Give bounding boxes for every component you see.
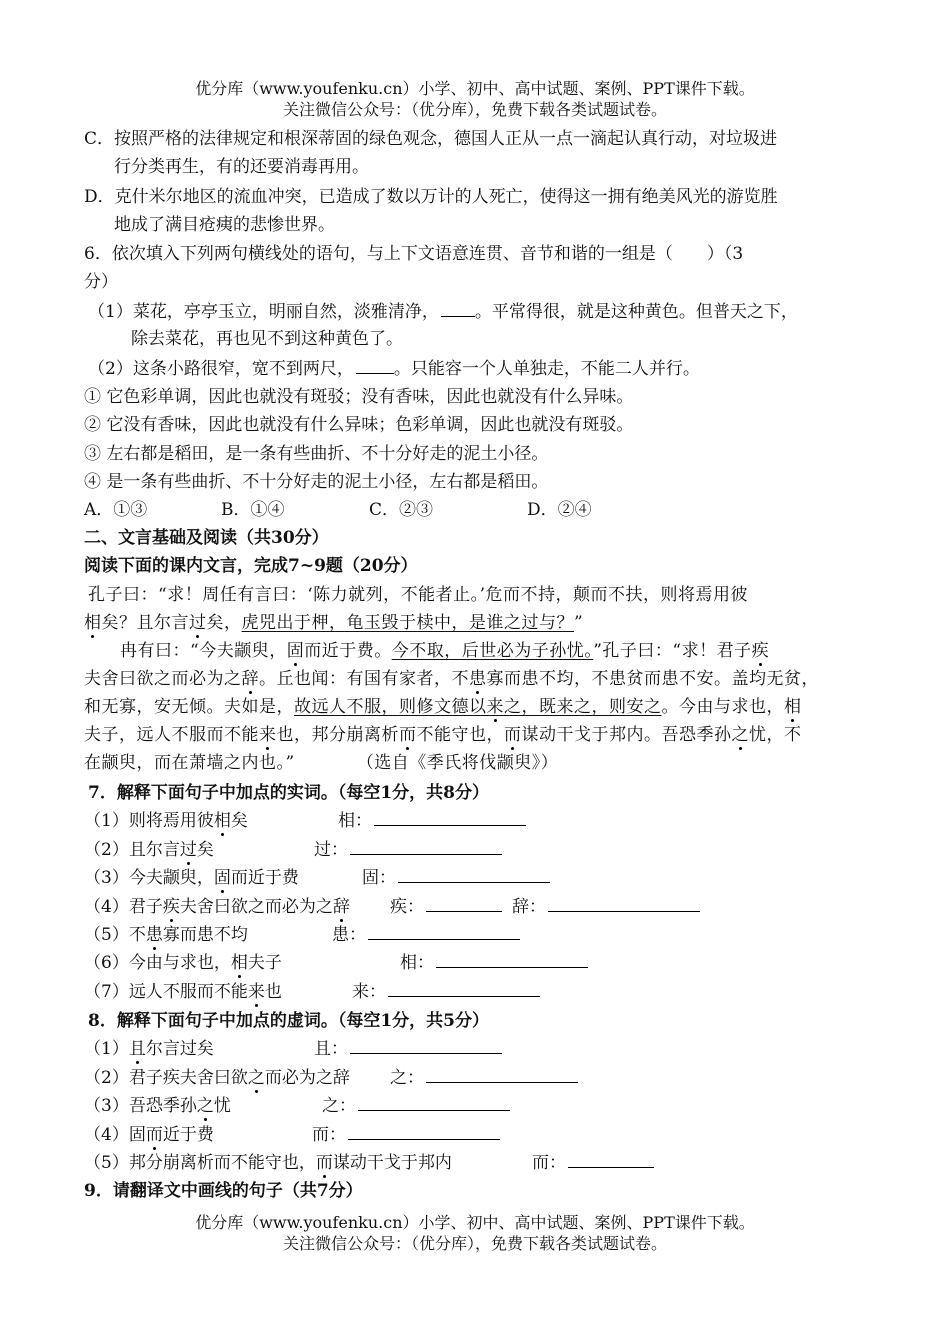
q8-3-text: 忧 — [213, 1096, 231, 1116]
dotted-char: 之 — [731, 725, 749, 745]
passage-line-4 — [84, 666, 819, 692]
q7-2-text: 矣 — [196, 840, 214, 860]
q6-stem-line2: 分） — [84, 272, 118, 292]
dotted-char: 之 — [196, 1096, 214, 1116]
passage-text: 矣， — [206, 613, 242, 633]
q6-sentence-2 — [88, 355, 700, 382]
dotted-char: 辞 — [241, 669, 259, 689]
q8-1-text: （1） — [84, 1039, 129, 1059]
dotted-char: 辞 — [332, 897, 350, 917]
q7-item-1 — [84, 807, 526, 834]
q8-4-answer-blank[interactable] — [348, 1121, 500, 1140]
q7-4-text: 夫舍曰欲之而必为之 — [179, 897, 333, 917]
q7-4-label-2: 辞： — [512, 897, 546, 917]
q8-1-text: 尔言过矣 — [145, 1039, 214, 1059]
q7-item-5 — [84, 921, 520, 948]
q7-4-answer-blank-1[interactable] — [426, 893, 502, 912]
q6-choice-c: C．②③ — [369, 500, 434, 520]
q8-2-label: 之： — [390, 1068, 424, 1088]
dotted-char: 相 — [213, 811, 231, 831]
dotted-char: 固 — [213, 868, 231, 888]
q6-choice-d: D．②④ — [527, 500, 592, 520]
q6-choice-b: B．①④ — [221, 500, 285, 520]
q8-1-answer-blank[interactable] — [350, 1035, 502, 1054]
q8-4-label: 而： — [312, 1125, 346, 1145]
q6-s2-part-b: 。只能容一个人单独走，不能二人并行。 — [393, 359, 700, 379]
dotted-char: 来 — [259, 725, 277, 745]
q9-title: 9．请翻译文中画线的句子（共7分） — [84, 1181, 363, 1201]
q7-item-6 — [84, 949, 588, 976]
passage-text: 夫子，远人不服而不能 — [84, 725, 259, 745]
dotted-char: 而 — [315, 1153, 333, 1173]
passage-text: 冉有曰：“今夫颛臾， — [120, 641, 287, 661]
q7-3-text: 而近于费 — [230, 868, 299, 888]
dotted-char: 疾 — [751, 641, 770, 661]
q7-6-text: （6）今由与求也， — [84, 953, 231, 973]
q7-1-answer-blank[interactable] — [374, 807, 526, 826]
dotted-char: 相 — [784, 697, 802, 717]
q7-item-2 — [84, 836, 502, 863]
dotted-char: 患 — [469, 669, 487, 689]
passage-text: 谋动干戈于邦内。吾恐季孙 — [521, 725, 732, 745]
dotted-char: 来 — [486, 697, 504, 717]
q6-s1-part-b: 。平常得很，就是这种黄色。但普天之下， — [474, 302, 798, 322]
q5-option-c-line1: C．按照严格的法律规定和根深蒂固的绿色观念，德国人正从一点一滴起认真行动，对垃圾进 — [84, 129, 778, 149]
passage-source: （选自《季氏将伐颛臾》） — [356, 753, 559, 773]
underlined-sentence-3b: 之，既来之，则安之 — [504, 697, 662, 717]
passage-text: 寡而患不均，不患贫而患不安。盖均无贫， — [486, 669, 819, 689]
q6-s2-part-a: （2）这条小路很窄，宽不到两尺， — [88, 359, 354, 379]
dotted-char: 来 — [247, 982, 265, 1002]
dotted-char: 之 — [247, 1068, 265, 1088]
passage-text: 夫舍曰欲之而必为之 — [84, 669, 242, 689]
q5-option-c-line2: 行分类再生，有的还要消毒再用。 — [114, 157, 369, 177]
q8-4-text: 近于费 — [162, 1125, 214, 1145]
q6-option-4: ④ 是一条有些曲折、不十分好走的泥土小径，左右都是稻田。 — [84, 472, 549, 492]
underlined-sentence-2: 今不取，后世必为子孙忧。 — [391, 641, 594, 661]
dotted-char: 而 — [399, 725, 417, 745]
passage-text: 在颛臾，而在萧墙之内也。” — [84, 753, 295, 773]
q6-option-2: ② 它没有香味，因此也就没有什么异味；色彩单调，因此也就没有斑驳。 — [84, 415, 634, 435]
q7-item-7 — [84, 978, 540, 1005]
underlined-sentence-1: 虎兕出于柙，龟玉毁于椟中，是谁之过与？ — [241, 613, 574, 633]
q5-option-d-line2: 地成了满目疮痍的悲惨世界。 — [114, 215, 335, 235]
passage-text: ” — [574, 613, 584, 633]
q8-item-5 — [84, 1149, 654, 1176]
passage-text: 矣？且尔言 — [101, 613, 189, 633]
dotted-char: 相 — [84, 613, 102, 633]
q8-item-2 — [84, 1064, 578, 1091]
dotted-char: 固 — [286, 641, 305, 661]
q7-item-4 — [84, 893, 700, 920]
q7-7-label: 来： — [352, 982, 386, 1002]
q6-choice-a: A．①③ — [84, 500, 148, 520]
q8-3-label: 之： — [322, 1096, 356, 1116]
passage-text: 。丘也闻：有国有家者，不 — [259, 669, 469, 689]
q6-sentence-1 — [88, 298, 798, 325]
q7-7-text: 也 — [264, 982, 282, 1002]
q6-choices — [84, 497, 592, 523]
q7-5-text: （5）不 — [84, 925, 146, 945]
q6-s1-blank — [441, 298, 475, 317]
passage-text: 。今由与求也， — [661, 697, 784, 717]
dotted-char: 相 — [230, 953, 248, 973]
passage-line-1: 孔子曰：“求！周任有言曰：‘陈力就列，不能者止。’危而不持，颠而不扶，则将焉用彼 — [88, 585, 748, 605]
section2-subtitle: 阅读下面的课内文言，完成7~9题（20分） — [84, 556, 418, 576]
q8-title: 8．解释下面句子中加点的虚词。（每空1分，共5分） — [88, 1011, 489, 1031]
passage-text: 不能守也， — [416, 725, 504, 745]
q7-3-label: 固： — [362, 868, 396, 888]
q8-2-answer-blank[interactable] — [426, 1064, 578, 1083]
q5-option-d-line1: D．克什米尔地区的流血冲突，已造成了数以万计的人死亡，使得这一拥有绝美风光的游览胜 — [84, 187, 778, 207]
q8-item-1 — [84, 1035, 502, 1062]
passage-text: 忧，不 — [749, 725, 802, 745]
q7-1-text: （1）则将焉用彼 — [84, 811, 214, 831]
q7-7-text: （7）远人不服而不能 — [84, 982, 248, 1002]
q8-2-text: （2）君子疾夫舍曰欲 — [84, 1068, 248, 1088]
q7-6-answer-blank[interactable] — [436, 949, 588, 968]
q8-5-label: 而： — [532, 1153, 566, 1173]
dotted-char: 患 — [145, 925, 163, 945]
dotted-char: 而 — [504, 725, 522, 745]
q7-1-text: 矣 — [230, 811, 248, 831]
passage-line-7 — [84, 750, 558, 776]
q8-3-answer-blank[interactable] — [358, 1092, 510, 1111]
q6-stem-line1: 6．依次填入下列两句横线处的语句，与上下文语意连贯、音节和谐的一组是（ ）（3 — [84, 244, 744, 264]
q8-5-text: 谋动干戈于邦内 — [332, 1153, 452, 1173]
passage-line-2 — [84, 610, 583, 636]
q7-2-label: 过： — [314, 840, 348, 860]
q6-s1-line2: 除去菜花，再也见不到这种黄色了。 — [131, 329, 403, 349]
q8-item-4 — [84, 1121, 500, 1148]
q7-6-text: 夫子 — [247, 953, 282, 973]
q7-item-3 — [84, 864, 550, 891]
q6-s2-blank — [356, 355, 394, 374]
dotted-char: 过 — [189, 613, 207, 633]
passage-text: 和无寡，安无倾。夫如是， — [84, 697, 294, 717]
q7-4-text: （4）君子 — [84, 897, 163, 917]
dotted-char: 而 — [145, 1125, 163, 1145]
footer-line-1: 优分库（www.youfenku.cn）小学、初中、高中试题、案例、PPT课件下载。 — [195, 1213, 755, 1232]
q7-2-text: （2）且尔言 — [84, 840, 180, 860]
q8-item-3 — [84, 1092, 510, 1119]
q7-1-label: 相： — [338, 811, 372, 831]
passage-line-5 — [84, 694, 802, 720]
q7-5-text: 寡而患不均 — [162, 925, 248, 945]
q6-option-3: ③ 左右都是稻田，是一条有些曲折、不十分好走的泥土小径。 — [84, 444, 549, 464]
section2-title: 二、文言基础及阅读（共30分） — [84, 528, 329, 548]
q7-3-answer-blank[interactable] — [398, 864, 550, 883]
q6-s1-part-a: （1）菜花，亭亭玉立，明丽自然，淡雅清净， — [88, 302, 439, 322]
q8-1-label: 且： — [314, 1039, 348, 1059]
dotted-char: 且 — [128, 1039, 146, 1059]
q7-6-label: 相： — [400, 953, 434, 973]
q8-3-text: （3）吾恐季孙 — [84, 1096, 197, 1116]
q7-7-answer-blank[interactable] — [388, 978, 540, 997]
q8-5-text: （5）邦分崩离析而不能守也， — [84, 1153, 316, 1173]
underlined-sentence-3a: 故远人不服，则修文德以 — [294, 697, 487, 717]
passage-line-6 — [84, 722, 802, 748]
passage-text: 而近于费。 — [304, 641, 392, 661]
header-line-2: 关注微信公众号：（优分库），免费下载各类试题试卷。 — [282, 100, 667, 119]
footer-line-2: 关注微信公众号：（优分库），免费下载各类试题试卷。 — [282, 1234, 667, 1253]
passage-text: ”孔子曰：“求！君子 — [593, 641, 752, 661]
q6-option-1: ① 它色彩单调，因此也就没有斑驳；没有香味，因此也就没有什么异味。 — [84, 387, 634, 407]
q7-4-answer-blank-2[interactable] — [548, 893, 700, 912]
q7-title: 7．解释下面句子中加点的实词。（每空1分，共8分） — [88, 783, 489, 803]
q8-2-text: 而必为之辞 — [264, 1068, 350, 1088]
q7-5-answer-blank[interactable] — [368, 921, 520, 940]
q7-3-text: （3）今夫颛臾， — [84, 868, 214, 888]
q8-4-text: （4）固 — [84, 1125, 146, 1145]
q8-5-answer-blank[interactable] — [568, 1149, 654, 1168]
header-line-1: 优分库（www.youfenku.cn）小学、初中、高中试题、案例、PPT课件下载。 — [195, 79, 755, 98]
dotted-char: 过 — [179, 840, 197, 860]
q7-5-label: 患： — [332, 925, 366, 945]
dotted-char: 疾 — [162, 897, 180, 917]
passage-line-3 — [120, 638, 769, 664]
passage-text: 也，邦分崩离析 — [276, 725, 399, 745]
q7-4-label-1: 疾： — [390, 897, 424, 917]
q7-2-answer-blank[interactable] — [350, 836, 502, 855]
